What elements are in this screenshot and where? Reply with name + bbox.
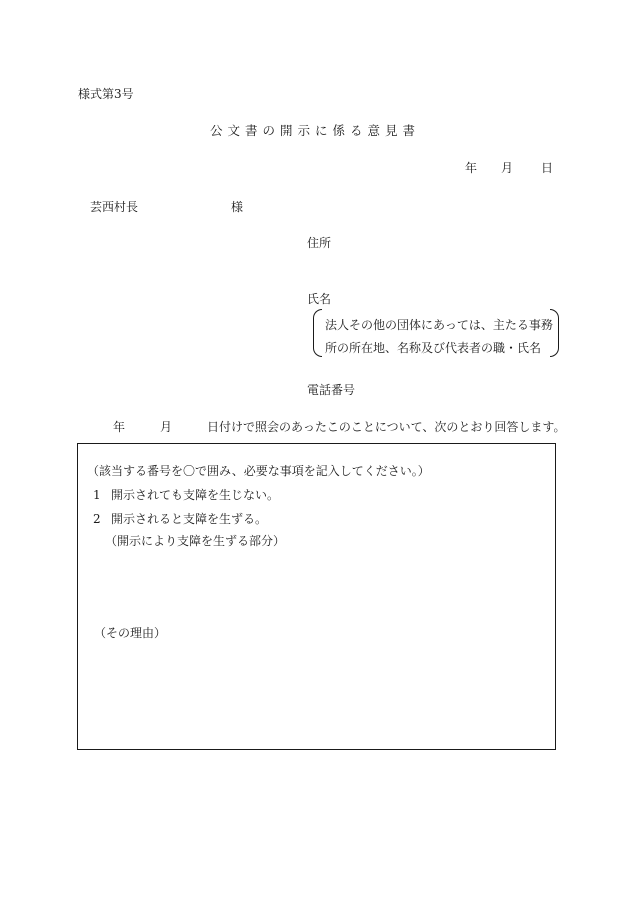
intro-text: 日付けで照会のあったこのことについて、次のとおり回答します。 [207,420,566,434]
intro-line [113,420,565,434]
left-bracket [313,309,322,357]
name-label: 氏名 [307,292,332,306]
document-title: 公文書の開示に係る意見書 [209,123,420,138]
date-line [465,161,553,175]
intro-year-label: 年 [113,420,126,434]
option-2-number: 2 [93,512,101,526]
intro-month-label: 月 [160,420,173,434]
form-number: 様式第3号 [78,87,134,101]
name-note-text: 法人その他の団体にあっては、主たる事務所の所在地、名称及び代表者の職・氏名 [325,318,553,355]
phone-label: 電話番号 [307,383,356,397]
date-year-label: 年 [464,161,477,175]
answer-box [77,443,556,750]
address-label: 住所 [307,236,332,250]
option-1 [93,486,279,503]
name-note-bracket [313,309,559,357]
option-1-number: 1 [93,488,101,502]
addressee-name: 芸西村長 [90,200,139,214]
part-label: （開示により支障を生ずる部分） [105,534,286,548]
option-2 [93,510,267,527]
date-month-label: 月 [500,161,513,175]
addressee-suffix: 様 [231,200,244,214]
right-bracket [550,309,559,357]
option-2-text: 開示されると支障を生ずる。 [111,512,268,526]
option-1-text: 開示されても支障を生じない。 [111,488,280,502]
instruction-text: （該当する番号を〇で囲み、必要な事項を記入してください。） [87,464,430,478]
reason-label: （その理由） [94,626,167,640]
date-day-label: 日 [540,161,553,175]
